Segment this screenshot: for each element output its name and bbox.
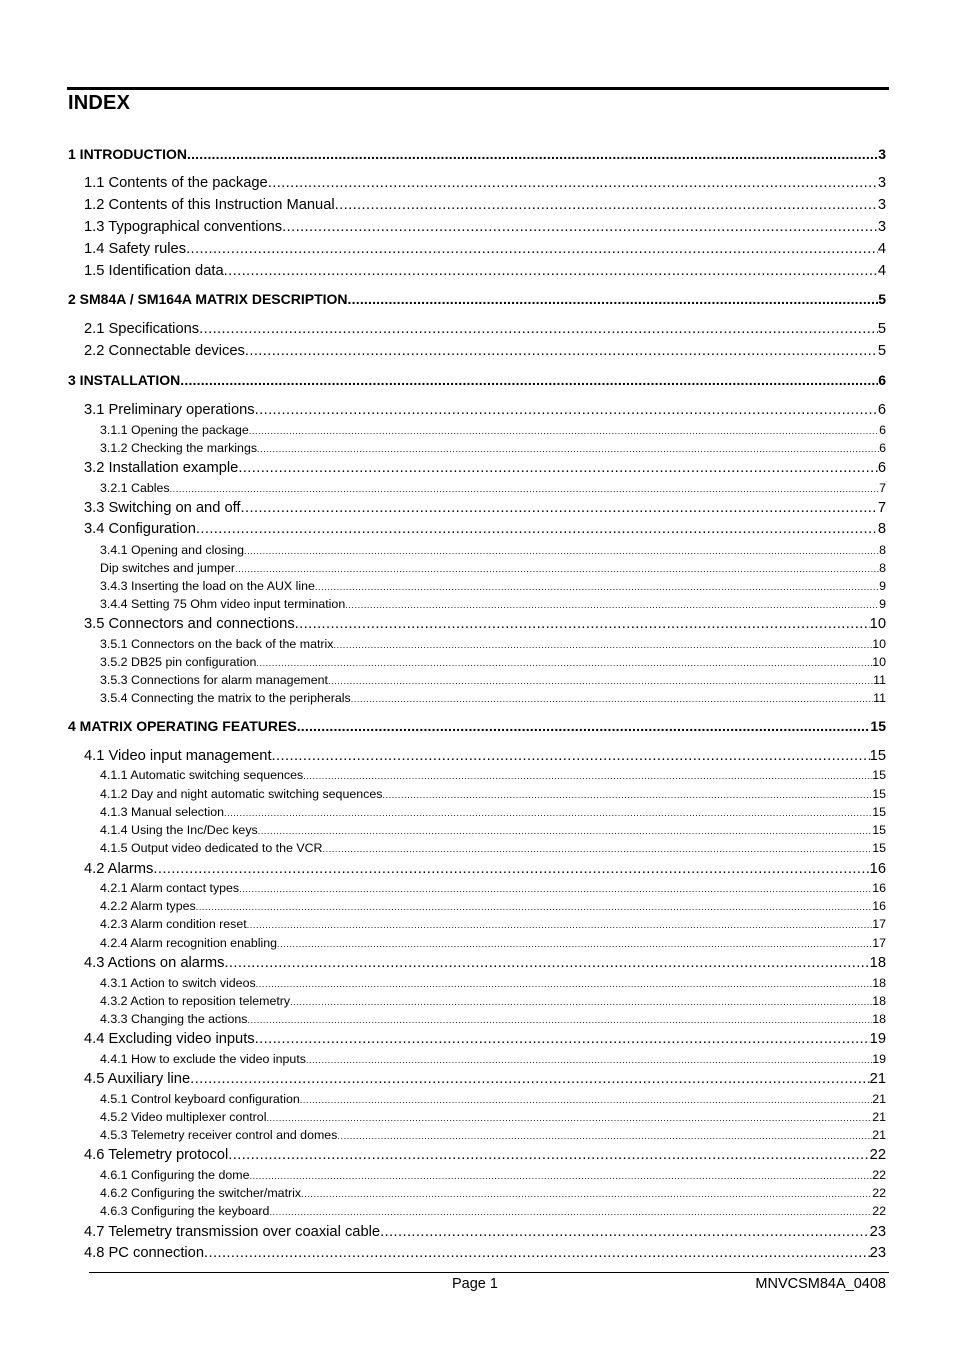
toc-entry-title: 3.1 Preliminary operations — [84, 402, 255, 418]
toc-leader-dots — [315, 579, 879, 595]
toc-entry-page: 10 — [869, 616, 886, 632]
top-rule — [67, 87, 889, 90]
toc-entry-page: 15 — [870, 718, 886, 734]
toc-entry[interactable] — [68, 262, 886, 281]
toc-leader-dots — [335, 196, 878, 215]
toc-leader-dots — [382, 787, 872, 803]
toc-leader-dots — [180, 371, 878, 389]
toc-entry-page: 19 — [869, 1031, 886, 1047]
toc-leader-dots — [255, 1030, 870, 1049]
toc-leader-dots — [268, 174, 878, 193]
toc-entry[interactable] — [68, 1051, 886, 1067]
toc-entry[interactable] — [68, 422, 886, 438]
toc-entry-page: 5 — [878, 291, 886, 307]
toc-entry-page: 21 — [869, 1071, 886, 1087]
toc-leader-dots — [244, 543, 879, 559]
toc-entry[interactable] — [68, 1109, 886, 1125]
toc-leader-dots — [266, 1110, 872, 1126]
toc-entry-title: 3.5.2 DB25 pin configuration — [100, 655, 257, 669]
toc-entry-title: 3.5.1 Connectors on the back of the matrix — [100, 637, 334, 651]
toc-entry-title: 4.1.4 Using the Inc/Dec keys — [100, 823, 258, 837]
toc-leader-dots — [196, 520, 878, 539]
toc-entry-page: 9 — [879, 597, 886, 611]
toc-entry[interactable] — [68, 1127, 886, 1143]
toc-entry-page: 8 — [879, 543, 886, 557]
toc-entry-title: 3 INSTALLATION — [68, 372, 181, 388]
toc-leader-dots — [249, 423, 879, 439]
toc-entry[interactable] — [68, 342, 886, 361]
toc-entry-page: 15 — [869, 748, 886, 764]
toc-leader-dots — [345, 597, 879, 613]
toc-entry-page: 3 — [877, 219, 886, 235]
toc-entry-page: 15 — [872, 787, 886, 801]
toc-entry-title: 4.6.3 Configuring the keyboard — [100, 1204, 270, 1218]
toc-entry-title: 4.7 Telemetry transmission over coaxial cable — [84, 1224, 381, 1240]
toc-leader-dots — [186, 240, 878, 259]
toc-leader-dots — [228, 1146, 869, 1165]
toc-entry[interactable] — [68, 898, 886, 914]
toc-leader-dots — [170, 481, 880, 497]
toc-entry[interactable] — [68, 615, 886, 634]
toc-entry-title: 4 MATRIX OPERATING FEATURES — [68, 718, 297, 734]
toc-entry[interactable] — [68, 578, 886, 594]
toc-entry-title: 3.5.3 Connections for alarm management — [100, 673, 328, 687]
toc-entry[interactable] — [68, 916, 886, 932]
toc-entry-title: 3.1.2 Checking the markings — [100, 441, 258, 455]
toc-leader-dots — [290, 994, 872, 1010]
toc-entry[interactable] — [68, 747, 886, 766]
toc-entry-page: 8 — [879, 561, 886, 575]
toc-leader-dots — [249, 1168, 872, 1184]
index-title: INDEX — [68, 92, 131, 114]
toc-entry-page: 18 — [869, 955, 886, 971]
toc-entry[interactable] — [68, 1146, 886, 1165]
toc-entry-title: 3.3 Switching on and off — [84, 500, 241, 516]
toc-entry-page: 7 — [877, 500, 886, 516]
toc-entry[interactable] — [68, 1167, 886, 1183]
toc-entry-title: 4.1.1 Automatic switching sequences — [100, 768, 304, 782]
toc-entry[interactable] — [68, 717, 886, 735]
toc-entry[interactable] — [68, 1244, 886, 1263]
toc-entry-title: 4.2.4 Alarm recognition enabling — [100, 936, 278, 950]
toc-entry-page: 15 — [872, 841, 886, 855]
toc-leader-dots — [303, 768, 872, 784]
toc-entry[interactable] — [68, 560, 886, 576]
toc-entry-title: 2 SM84A / SM164A MATRIX DESCRIPTION — [68, 291, 348, 307]
toc-leader-dots — [277, 936, 872, 952]
toc-leader-dots — [196, 899, 872, 915]
toc-entry-page: 21 — [872, 1092, 886, 1106]
toc-entry[interactable] — [68, 804, 886, 820]
toc-entry-page: 19 — [872, 1052, 886, 1066]
toc-entry[interactable] — [68, 954, 886, 973]
toc-entry[interactable] — [68, 690, 886, 706]
toc-entry-page: 6 — [879, 441, 886, 455]
toc-entry-title: 3.5 Connectors and connections — [84, 616, 295, 632]
toc-entry-page: 18 — [872, 1012, 886, 1026]
toc-entry-title: 3.2 Installation example — [84, 460, 239, 476]
toc-entry[interactable] — [68, 672, 886, 688]
toc-entry-page: 11 — [873, 691, 886, 705]
toc-entry[interactable] — [68, 290, 886, 308]
toc-leader-dots — [190, 1070, 870, 1089]
toc-entry[interactable] — [68, 1011, 886, 1027]
toc-entry-page: 15 — [872, 768, 886, 782]
toc-entry[interactable] — [68, 767, 886, 783]
toc-entry[interactable] — [68, 240, 886, 259]
toc-entry-title: Dip switches and jumper — [100, 561, 235, 575]
toc-entry-page: 3 — [877, 197, 886, 213]
toc-entry-title: 4.5.3 Telemetry receiver control and domes — [100, 1128, 338, 1142]
toc-entry[interactable] — [68, 145, 886, 163]
toc-entry[interactable] — [68, 459, 886, 478]
toc-leader-dots — [380, 1223, 870, 1242]
toc-leader-dots — [241, 499, 878, 518]
toc-entry-page: 21 — [872, 1110, 886, 1124]
toc-entry-title: 4.2.2 Alarm types — [100, 899, 196, 913]
toc-leader-dots — [256, 655, 872, 671]
toc-entry-title: 3.4 Configuration — [84, 521, 196, 537]
toc-leader-dots — [297, 717, 871, 735]
toc-entry-page: 6 — [879, 423, 886, 437]
toc-entry-title: 4.2.1 Alarm contact types — [100, 881, 240, 895]
toc-entry[interactable] — [68, 880, 886, 896]
toc-entry-page: 5 — [877, 321, 886, 337]
toc-entry-title: 1.3 Typographical conventions — [84, 219, 283, 235]
toc-entry-page: 10 — [872, 637, 886, 651]
toc-leader-dots — [204, 1244, 870, 1263]
toc-leader-dots — [282, 218, 878, 237]
toc-entry-page: 3 — [878, 146, 886, 162]
toc-entry-page: 10 — [872, 655, 886, 669]
toc-leader-dots — [245, 342, 878, 361]
toc-entry[interactable] — [68, 1091, 886, 1107]
toc-entry-title: 4.2.3 Alarm condition reset — [100, 917, 247, 931]
toc-entry[interactable] — [68, 636, 886, 652]
toc-entry-page: 22 — [872, 1204, 886, 1218]
toc-leader-dots — [301, 1186, 872, 1202]
toc-leader-dots — [337, 1128, 872, 1144]
toc-entry-title: 4.4.1 How to exclude the video inputs — [100, 1052, 306, 1066]
toc-entry-title: 1.1 Contents of the package — [84, 175, 268, 191]
toc-leader-dots — [247, 917, 873, 933]
toc-leader-dots — [257, 441, 879, 457]
toc-entry-page: 11 — [873, 673, 886, 687]
toc-entry-title: 4.5.2 Video multiplexer control — [100, 1110, 267, 1124]
footer-document-code: MNVCSM84A_0408 — [755, 1276, 886, 1292]
toc-entry-title: 1.4 Safety rules — [84, 241, 187, 257]
toc-entry[interactable] — [68, 822, 886, 838]
toc-entry[interactable] — [68, 1223, 886, 1242]
toc-entry-title: 4.5 Auxiliary line — [84, 1071, 191, 1087]
toc-entry-title: 4.3.3 Changing the actions — [100, 1012, 248, 1026]
toc-entry[interactable] — [68, 935, 886, 951]
toc-entry-page: 6 — [878, 372, 886, 388]
toc-entry-page: 7 — [879, 481, 886, 495]
toc-entry-title: 4.3.2 Action to reposition telemetry — [100, 994, 291, 1008]
footer-page-number: Page 1 — [452, 1276, 498, 1292]
toc-entry-page: 21 — [872, 1128, 886, 1142]
toc-entry-page: 6 — [877, 402, 886, 418]
toc-entry-page: 16 — [872, 899, 886, 913]
toc-entry-title: 1.5 Identification data — [84, 263, 224, 279]
toc-entry-page: 22 — [872, 1168, 886, 1182]
toc-entry-page: 6 — [877, 460, 886, 476]
toc-entry[interactable] — [68, 1185, 886, 1201]
toc-leader-dots — [224, 805, 872, 821]
toc-entry[interactable] — [68, 371, 886, 389]
toc-entry-title: 4.1.3 Manual selection — [100, 805, 224, 819]
toc-leader-dots — [256, 976, 873, 992]
toc-entry-title: 3.5.4 Connecting the matrix to the peripherals — [100, 691, 351, 705]
toc-entry-page: 15 — [872, 823, 886, 837]
toc-entry-page: 15 — [872, 805, 886, 819]
toc-entry-page: 17 — [872, 936, 886, 950]
toc-entry-page: 9 — [879, 579, 886, 593]
toc-entry-title: 4.8 PC connection — [84, 1245, 205, 1261]
toc-entry-title: 1 INTRODUCTION — [68, 146, 187, 162]
toc-entry-page: 3 — [877, 175, 886, 191]
toc-entry[interactable] — [68, 440, 886, 456]
toc-leader-dots — [295, 615, 870, 634]
toc-leader-dots — [300, 1092, 872, 1108]
toc-leader-dots — [224, 954, 869, 973]
toc-leader-dots — [238, 459, 878, 478]
toc-entry-title: 3.2.1 Cables — [100, 481, 170, 495]
toc-entry-title: 4.2 Alarms — [84, 861, 154, 877]
toc-entry[interactable] — [68, 542, 886, 558]
toc-leader-dots — [328, 673, 873, 689]
toc-entry-page: 23 — [869, 1245, 886, 1261]
toc-leader-dots — [269, 1204, 872, 1220]
toc-entry[interactable] — [68, 975, 886, 991]
toc-entry[interactable] — [68, 596, 886, 612]
toc-leader-dots — [258, 823, 872, 839]
toc-entry-page: 22 — [869, 1147, 886, 1163]
toc-entry-title: 3.1.1 Opening the package — [100, 423, 249, 437]
toc-entry[interactable] — [68, 786, 886, 802]
toc-leader-dots — [239, 881, 872, 897]
toc-entry-title: 4.6.2 Configuring the switcher/matrix — [100, 1186, 302, 1200]
toc-entry-page: 4 — [877, 241, 886, 257]
toc-leader-dots — [306, 1052, 872, 1068]
toc-entry-page: 23 — [869, 1224, 886, 1240]
toc-entry[interactable] — [68, 480, 886, 496]
toc-entry[interactable] — [68, 1070, 886, 1089]
toc-leader-dots — [348, 290, 879, 308]
toc-entry[interactable] — [68, 1030, 886, 1049]
toc-entry[interactable] — [68, 401, 886, 420]
toc-entry-page: 18 — [872, 976, 886, 990]
toc-entry-title: 4.6 Telemetry protocol — [84, 1147, 229, 1163]
toc-entry-title: 4.1.5 Output video dedicated to the VCR — [100, 841, 323, 855]
toc-entry-title: 4.5.1 Control keyboard configuration — [100, 1092, 300, 1106]
toc-entry-page: 5 — [877, 343, 886, 359]
toc-entry-title: 3.4.3 Inserting the load on the AUX line — [100, 579, 315, 593]
toc-entry-title: 3.4.1 Opening and closing — [100, 543, 244, 557]
toc-entry-page: 18 — [872, 994, 886, 1008]
toc-entry-title: 3.4.4 Setting 75 Ohm video input termination — [100, 597, 346, 611]
toc-entry[interactable] — [68, 860, 886, 879]
toc-entry-title: 4.1.2 Day and night automatic switching sequences — [100, 787, 383, 801]
toc-entry[interactable] — [68, 654, 886, 670]
toc-entry[interactable] — [68, 174, 886, 193]
toc-entry[interactable] — [68, 196, 886, 215]
toc-entry-title: 2.2 Connectable devices — [84, 343, 245, 359]
toc-entry-title: 4.3.1 Action to switch videos — [100, 976, 256, 990]
toc-entry[interactable] — [68, 993, 886, 1009]
toc-entry-page: 16 — [869, 861, 886, 877]
toc-leader-dots — [334, 637, 873, 653]
toc-entry-page: 8 — [877, 521, 886, 537]
footer-rule — [89, 1272, 889, 1273]
toc-leader-dots — [247, 1012, 872, 1028]
toc-entry-title: 4.6.1 Configuring the dome — [100, 1168, 250, 1182]
toc-entry-page: 16 — [872, 881, 886, 895]
toc-leader-dots — [323, 841, 873, 857]
toc-leader-dots — [255, 401, 878, 420]
toc-entry[interactable] — [68, 499, 886, 518]
toc-leader-dots — [153, 860, 869, 879]
toc-entry[interactable] — [68, 840, 886, 856]
toc-entry-title: 4.1 Video input management — [84, 748, 272, 764]
toc-entry-title: 2.1 Specifications — [84, 321, 200, 337]
toc-entry-title: 4.4 Excluding video inputs — [84, 1031, 255, 1047]
toc-leader-dots — [235, 561, 879, 577]
toc-leader-dots — [187, 145, 878, 163]
toc-leader-dots — [199, 320, 878, 339]
toc-entry-title: 4.3 Actions on alarms — [84, 955, 225, 971]
toc-entry[interactable] — [68, 320, 886, 339]
toc-leader-dots — [224, 262, 878, 281]
toc-entry[interactable] — [68, 1203, 886, 1219]
toc-entry-title: 1.2 Contents of this Instruction Manual — [84, 197, 335, 213]
toc-entry-page: 4 — [877, 263, 886, 279]
toc-entry[interactable] — [68, 520, 886, 539]
toc-entry-page: 17 — [872, 917, 886, 931]
toc-entry-page: 22 — [872, 1186, 886, 1200]
toc-leader-dots — [272, 747, 870, 766]
toc-entry[interactable] — [68, 218, 886, 237]
toc-leader-dots — [351, 691, 873, 707]
